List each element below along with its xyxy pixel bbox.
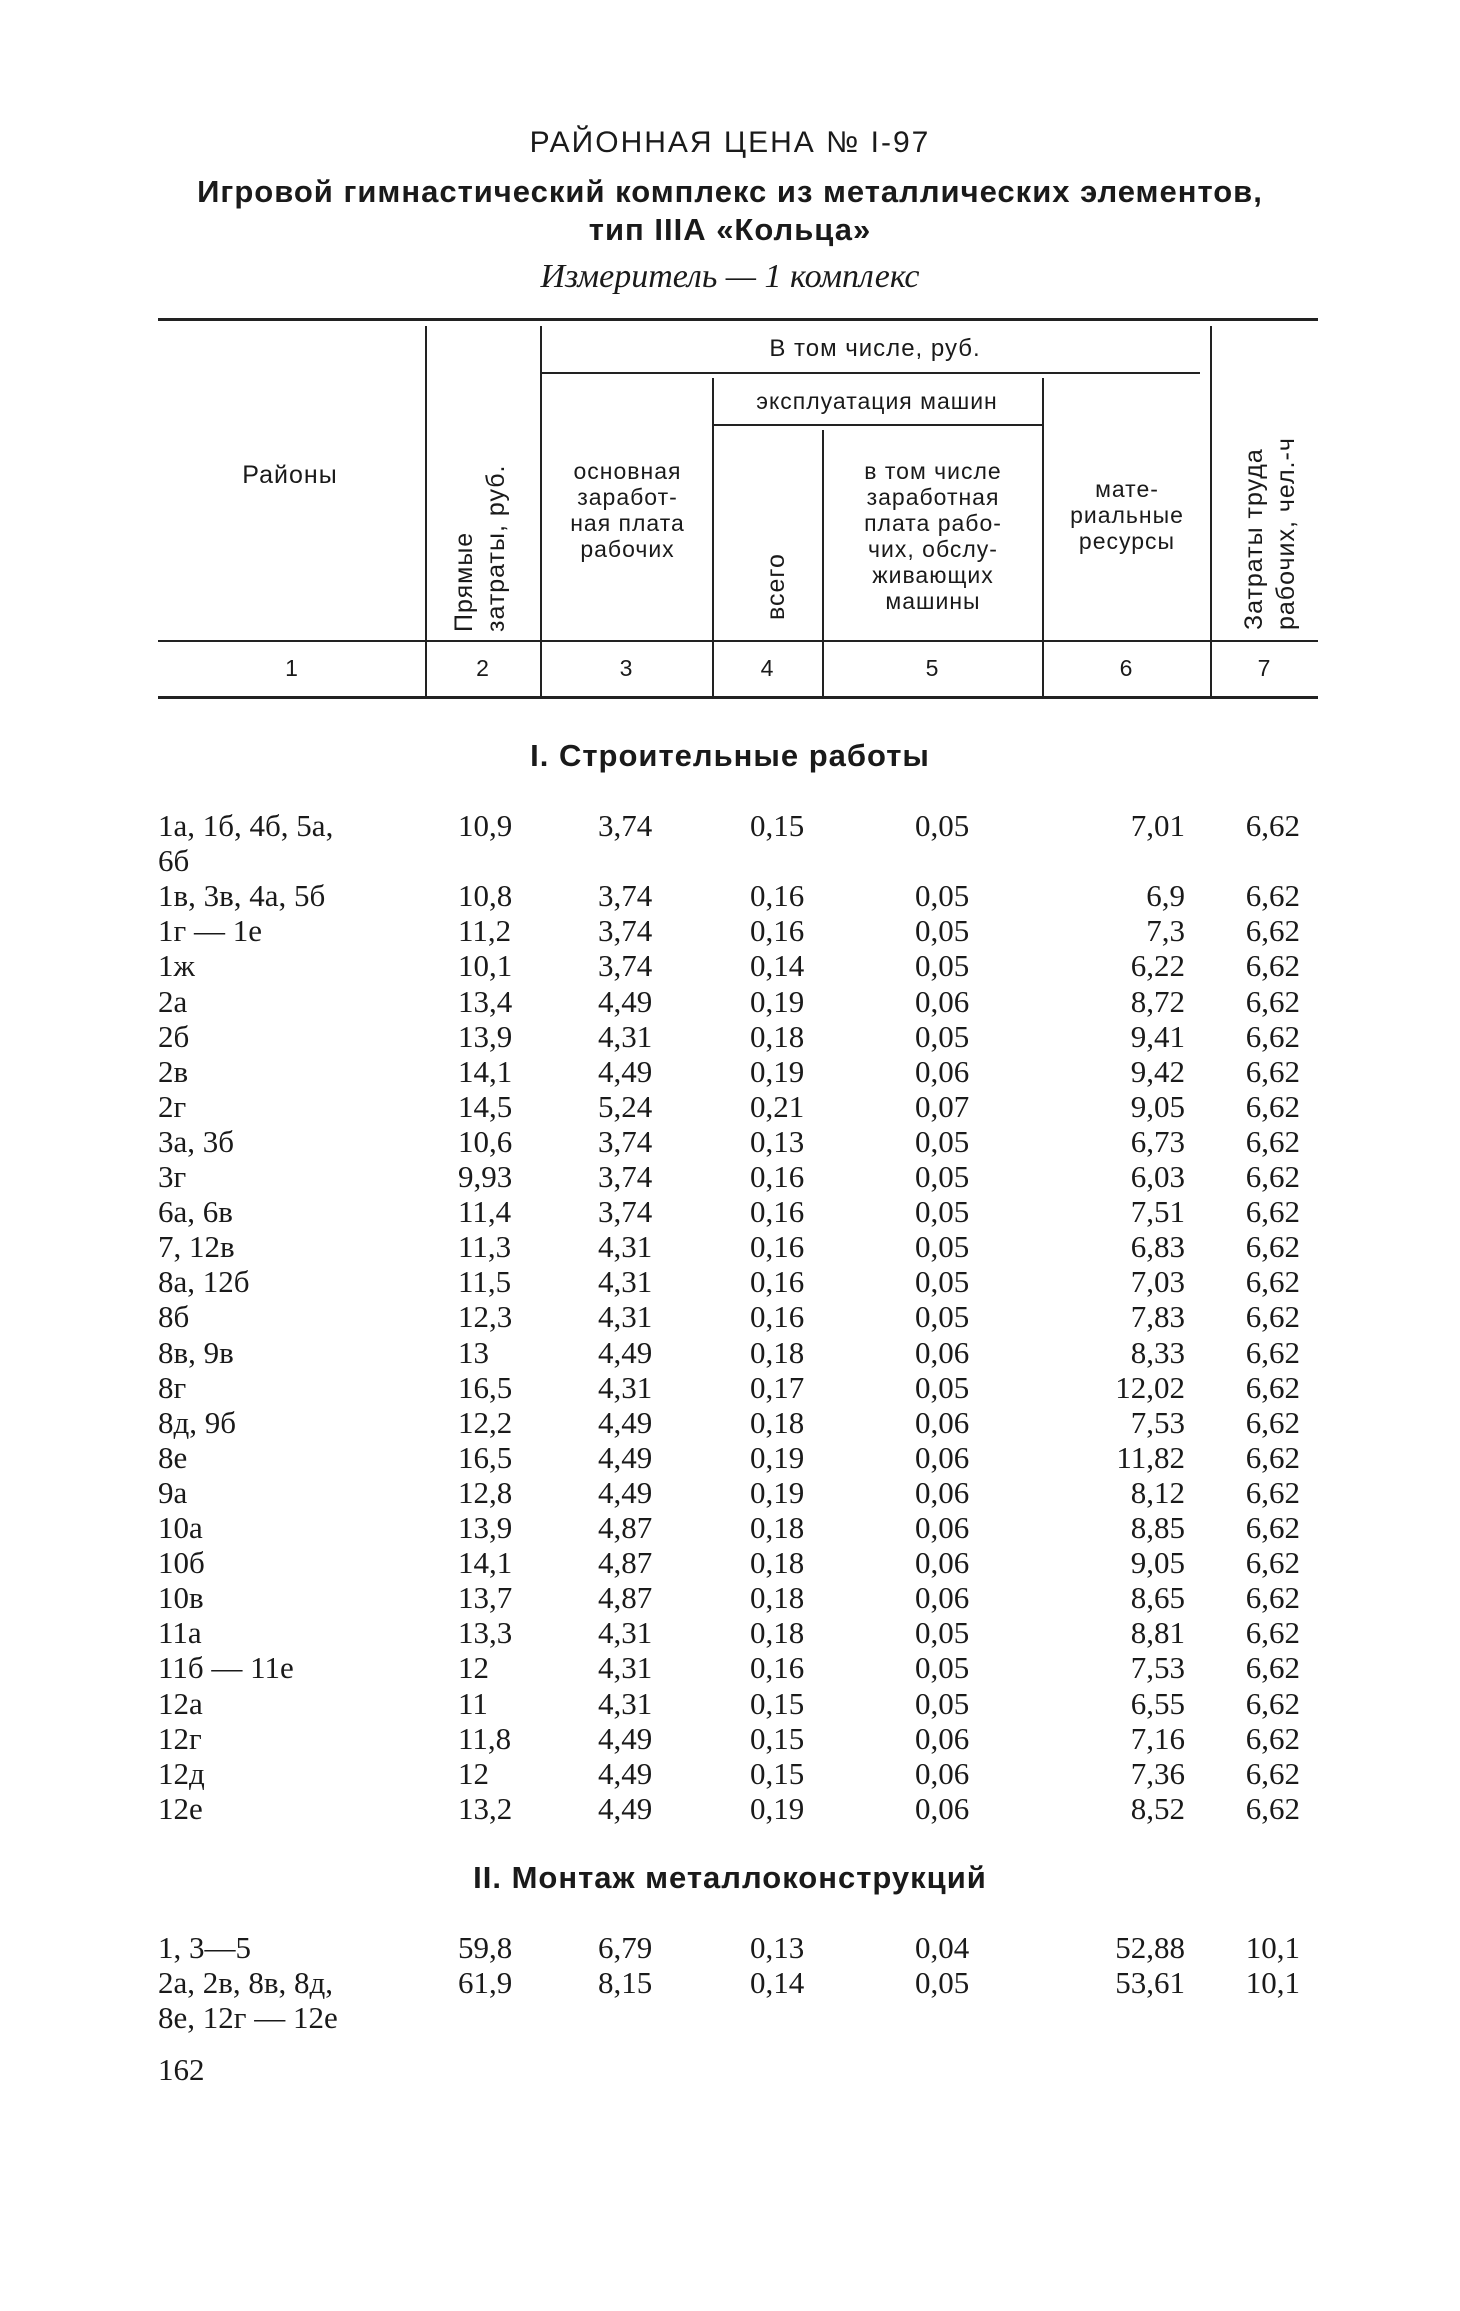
value-cell: 0,05	[915, 808, 970, 843]
value-cell: 0,05	[915, 1299, 970, 1335]
value-cell: 0,18	[750, 1018, 805, 1054]
column-number: 5	[925, 655, 939, 681]
value-cell: 0,19	[750, 1790, 805, 1826]
region-cell: 8г	[158, 1369, 187, 1405]
section-title: II. Монтаж металлоконструкций	[473, 1860, 987, 1895]
region-cell: 1, 3—5	[158, 1930, 251, 1965]
price-title: РАЙОННАЯ ЦЕНА № I-97	[529, 126, 931, 159]
table-row	[0, 1510, 1460, 1545]
group-machines-rule	[712, 424, 1042, 426]
header-mw-line6: машины	[885, 588, 981, 614]
value-cell: 7,01	[1130, 808, 1185, 843]
value-cell: 0,16	[750, 1299, 805, 1335]
value-cell: 0,05	[915, 878, 970, 914]
column-number: 6	[1119, 655, 1133, 681]
value-cell: 0,14	[750, 948, 805, 984]
value-cell: 6,62	[1245, 1755, 1300, 1791]
col-divider-1	[425, 326, 427, 696]
table-row	[0, 1229, 1460, 1264]
value-cell: 0,06	[915, 1334, 970, 1370]
region-cell: 8в, 9в	[158, 1334, 234, 1370]
value-cell: 3,74	[598, 878, 653, 914]
table-row	[0, 1615, 1460, 1650]
value-cell: 6,62	[1245, 878, 1300, 914]
value-cell: 8,12	[1130, 1474, 1185, 1510]
table-row	[0, 1335, 1460, 1370]
table-row	[0, 1756, 1460, 1791]
value-cell: 6,62	[1245, 1650, 1300, 1686]
table-row	[0, 1650, 1460, 1685]
value-cell: 0,05	[915, 1159, 970, 1194]
value-cell: 0,19	[750, 1053, 805, 1089]
value-cell: 12	[458, 1755, 489, 1791]
value-cell: 13,9	[458, 1510, 513, 1545]
value-cell: 0,06	[915, 1790, 970, 1826]
value-cell: 0,06	[915, 1474, 970, 1510]
value-cell: 7,83	[1130, 1299, 1185, 1335]
value-cell: 10,9	[458, 808, 513, 843]
value-cell: 4,31	[598, 1685, 653, 1721]
region-cell: 10а	[158, 1510, 203, 1545]
value-cell: 6,62	[1245, 913, 1300, 949]
table-row	[0, 1264, 1460, 1299]
value-cell: 0,05	[915, 913, 970, 949]
header-bottom-rule	[158, 640, 1318, 642]
table-row	[0, 1475, 1460, 1510]
value-cell: 12,02	[1115, 1369, 1185, 1405]
value-cell: 6,62	[1245, 1510, 1300, 1545]
region-cell: 6а, 6в	[158, 1194, 233, 1230]
value-cell: 12,3	[458, 1299, 513, 1335]
value-cell: 0,06	[915, 1404, 970, 1440]
value-cell: 8,85	[1130, 1510, 1185, 1545]
value-cell: 4,49	[598, 1053, 653, 1089]
value-cell: 4,31	[598, 1615, 653, 1651]
value-cell: 6,62	[1245, 1369, 1300, 1405]
value-cell: 0,16	[750, 1229, 805, 1265]
value-cell: 0,21	[750, 1088, 805, 1124]
value-cell: 6,62	[1245, 1545, 1300, 1581]
value-cell: 0,16	[750, 1194, 805, 1230]
region-cell: 10в	[158, 1580, 204, 1616]
value-cell: 8,72	[1130, 983, 1185, 1019]
table-row	[0, 913, 1460, 948]
header-materials-line2: риальные	[1070, 502, 1184, 528]
region-continuation: 8е, 12г — 12е	[158, 2000, 338, 2036]
header-regions: Районы	[242, 461, 338, 489]
value-cell: 4,49	[598, 1439, 653, 1475]
value-cell: 9,05	[1130, 1545, 1185, 1581]
value-cell: 0,05	[915, 1650, 970, 1686]
value-cell: 0,15	[750, 1755, 805, 1791]
value-cell: 4,87	[598, 1510, 653, 1545]
unit-of-measure: Измеритель — 1 комплекс	[540, 258, 920, 295]
value-cell: 6,55	[1130, 1685, 1185, 1721]
header-mw-line4: чих, обслу-	[868, 536, 998, 562]
value-cell: 6,62	[1245, 1720, 1300, 1756]
value-cell: 7,3	[1146, 913, 1185, 949]
value-cell: 6,62	[1245, 1088, 1300, 1124]
table-row	[0, 1019, 1460, 1054]
product-title-line1: Игровой гимнастический комплекс из металлических элементов,	[197, 174, 1263, 209]
region-cell: 11а	[158, 1615, 202, 1651]
value-cell: 0,18	[750, 1580, 805, 1616]
value-cell: 10,8	[458, 878, 513, 914]
value-cell: 0,14	[750, 1965, 805, 2001]
table-row	[0, 1545, 1460, 1580]
value-cell: 0,05	[915, 1369, 970, 1405]
region-cell: 2б	[158, 1018, 190, 1054]
header-numbers-rule	[158, 696, 1318, 699]
value-cell: 6,62	[1245, 1615, 1300, 1651]
col-divider-6	[1210, 326, 1212, 696]
table-header	[0, 0, 1460, 720]
value-cell: 6,62	[1245, 948, 1300, 984]
table-row	[0, 1965, 1460, 2000]
column-number: 7	[1257, 655, 1271, 681]
value-cell: 4,49	[598, 1474, 653, 1510]
value-cell: 0,18	[750, 1510, 805, 1545]
value-cell: 4,31	[598, 1264, 653, 1300]
value-cell: 4,31	[598, 1229, 653, 1265]
region-cell: 7, 12в	[158, 1229, 235, 1265]
table-row	[0, 1721, 1460, 1756]
value-cell: 13	[458, 1334, 489, 1370]
value-cell: 6,62	[1245, 1053, 1300, 1089]
value-cell: 7,53	[1130, 1650, 1185, 1686]
value-cell: 11	[458, 1685, 488, 1721]
value-cell: 6,03	[1130, 1159, 1185, 1194]
value-cell: 6,62	[1245, 1685, 1300, 1721]
column-number: 3	[619, 655, 633, 681]
region-cell: 12а	[158, 1685, 203, 1721]
value-cell: 6,62	[1245, 1439, 1300, 1475]
value-cell: 53,61	[1115, 1965, 1185, 2001]
header-labor-line1: Затраты труда	[1240, 448, 1268, 630]
value-cell: 0,13	[750, 1930, 805, 1965]
value-cell: 8,15	[598, 1965, 653, 2001]
value-cell: 11,4	[458, 1194, 512, 1230]
value-cell: 0,06	[915, 1510, 970, 1545]
value-cell: 16,5	[458, 1369, 513, 1405]
value-cell: 4,87	[598, 1545, 653, 1581]
value-cell: 0,15	[750, 1720, 805, 1756]
column-number: 1	[285, 655, 298, 681]
value-cell: 6,62	[1245, 1404, 1300, 1440]
value-cell: 6,9	[1146, 878, 1185, 914]
value-cell: 6,79	[598, 1930, 653, 1965]
value-cell: 7,51	[1130, 1194, 1185, 1230]
value-cell: 8,81	[1130, 1615, 1185, 1651]
value-cell: 4,49	[598, 1755, 653, 1791]
region-cell: 1а, 1б, 4б, 5а,	[158, 808, 334, 843]
value-cell: 0,06	[915, 1755, 970, 1791]
region-cell: 12г	[158, 1720, 202, 1756]
col-divider-5	[1042, 378, 1044, 696]
value-cell: 0,18	[750, 1404, 805, 1440]
header-materials-line3: ресурсы	[1078, 528, 1176, 554]
value-cell: 6,62	[1245, 1580, 1300, 1616]
value-cell: 0,15	[750, 1685, 805, 1721]
table-row	[0, 1686, 1460, 1721]
value-cell: 6,22	[1130, 948, 1185, 984]
value-cell: 7,53	[1130, 1404, 1185, 1440]
header-mw-line5: живающих	[872, 562, 994, 588]
value-cell: 4,49	[598, 983, 653, 1019]
table-row	[0, 1124, 1460, 1159]
header-wage-line1: основная	[573, 458, 682, 484]
value-cell: 6,62	[1245, 1159, 1300, 1194]
region-continuation: 6б	[158, 843, 190, 879]
region-cell: 1г — 1е	[158, 913, 262, 949]
value-cell: 0,05	[915, 1194, 970, 1230]
value-cell: 12,8	[458, 1474, 513, 1510]
value-cell: 4,31	[598, 1650, 653, 1686]
table-row	[0, 1930, 1460, 1965]
region-cell: 8д, 9б	[158, 1404, 237, 1440]
product-title-line2: тип IIIА «Кольца»	[588, 212, 872, 247]
value-cell: 10,1	[1245, 1965, 1300, 2001]
value-cell: 0,18	[750, 1545, 805, 1581]
value-cell: 0,16	[750, 878, 805, 914]
region-cell: 1ж	[158, 948, 195, 984]
value-cell: 0,05	[915, 1685, 970, 1721]
value-cell: 6,83	[1130, 1229, 1185, 1265]
value-cell: 16,5	[458, 1439, 513, 1475]
col-divider-2	[540, 326, 542, 696]
value-cell: 12	[458, 1650, 489, 1686]
value-cell: 3,74	[598, 913, 653, 949]
value-cell: 11,2	[458, 913, 512, 949]
table-row	[0, 808, 1460, 843]
value-cell: 0,05	[915, 1615, 970, 1651]
value-cell: 5,24	[598, 1088, 653, 1124]
header-materials-line1: мате-	[1095, 476, 1159, 502]
value-cell: 4,49	[598, 1404, 653, 1440]
header-total: всего	[762, 553, 790, 620]
value-cell: 7,03	[1130, 1264, 1185, 1300]
table-row	[0, 1405, 1460, 1440]
value-cell: 4,87	[598, 1580, 653, 1616]
value-cell: 0,17	[750, 1369, 805, 1405]
table-row	[0, 1370, 1460, 1405]
table-row	[0, 1089, 1460, 1124]
value-cell: 0,05	[915, 1264, 970, 1300]
value-cell: 13,7	[458, 1580, 513, 1616]
header-labor-line2: рабочих, чел.-ч	[1272, 437, 1300, 630]
region-cell: 8а, 12б	[158, 1264, 250, 1300]
region-cell: 3г	[158, 1159, 187, 1194]
value-cell: 4,49	[598, 1720, 653, 1756]
value-cell: 0,16	[750, 1650, 805, 1686]
value-cell: 14,1	[458, 1053, 513, 1089]
header-direct-line1: Прямые	[450, 531, 478, 632]
region-cell: 9а	[158, 1474, 188, 1510]
value-cell: 6,62	[1245, 1018, 1300, 1054]
header-top-rule	[158, 318, 1318, 321]
value-cell: 6,62	[1245, 1474, 1300, 1510]
value-cell: 0,19	[750, 1474, 805, 1510]
table-row	[0, 878, 1460, 913]
value-cell: 14,1	[458, 1545, 513, 1581]
header-group-machines: эксплуатация машин	[756, 388, 998, 414]
table-row	[0, 1054, 1460, 1089]
table-row	[0, 984, 1460, 1019]
section-title: I. Строительные работы	[530, 738, 930, 773]
value-cell: 7,36	[1130, 1755, 1185, 1791]
table-row	[0, 1791, 1460, 1826]
page-number: 162	[158, 2052, 205, 2087]
value-cell: 7,16	[1130, 1720, 1185, 1756]
value-cell: 6,62	[1245, 1229, 1300, 1265]
value-cell: 0,19	[750, 983, 805, 1019]
region-cell: 8б	[158, 1299, 190, 1335]
header-wage-line3: ная плата	[570, 510, 685, 536]
region-cell: 1в, 3в, 4а, 5б	[158, 878, 326, 914]
value-cell: 6,62	[1245, 1194, 1300, 1230]
value-cell: 0,06	[915, 1545, 970, 1581]
value-cell: 0,16	[750, 1159, 805, 1194]
value-cell: 0,19	[750, 1439, 805, 1475]
value-cell: 3,74	[598, 1159, 653, 1194]
col-divider-3	[712, 378, 714, 696]
value-cell: 0,06	[915, 1439, 970, 1475]
value-cell: 6,62	[1245, 1334, 1300, 1370]
value-cell: 6,62	[1245, 1790, 1300, 1826]
value-cell: 0,15	[750, 808, 805, 843]
value-cell: 8,65	[1130, 1580, 1185, 1616]
value-cell: 4,31	[598, 1369, 653, 1405]
value-cell: 10,1	[1245, 1930, 1300, 1965]
value-cell: 6,62	[1245, 1123, 1300, 1159]
value-cell: 0,05	[915, 1965, 970, 2001]
value-cell: 3,74	[598, 808, 653, 843]
value-cell: 6,62	[1245, 983, 1300, 1019]
value-cell: 0,07	[915, 1088, 970, 1124]
value-cell: 13,9	[458, 1018, 513, 1054]
value-cell: 8,33	[1130, 1334, 1185, 1370]
value-cell: 11,3	[458, 1229, 512, 1265]
table-row	[0, 1159, 1460, 1194]
value-cell: 13,4	[458, 983, 513, 1019]
value-cell: 4,49	[598, 1334, 653, 1370]
value-cell: 3,74	[598, 948, 653, 984]
value-cell: 0,05	[915, 1018, 970, 1054]
header-wage-line2: заработ-	[577, 484, 678, 510]
header-wage-line4: рабочих	[580, 536, 675, 562]
value-cell: 11,82	[1116, 1439, 1185, 1475]
region-cell: 2а, 2в, 8в, 8д,	[158, 1965, 334, 2001]
value-cell: 10,1	[458, 948, 513, 984]
value-cell: 4,31	[598, 1018, 653, 1054]
header-group-incl: В том числе, руб.	[769, 335, 981, 362]
region-cell: 11б — 11е	[158, 1650, 294, 1686]
column-number: 2	[476, 655, 489, 681]
value-cell: 6,62	[1245, 1264, 1300, 1300]
value-cell: 0,06	[915, 1720, 970, 1756]
value-cell: 0,05	[915, 1229, 970, 1265]
value-cell: 0,04	[915, 1930, 970, 1965]
value-cell: 0,05	[915, 948, 970, 984]
value-cell: 3,74	[598, 1194, 653, 1230]
header-direct-line2: затраты, руб.	[482, 464, 510, 632]
value-cell: 3,74	[598, 1123, 653, 1159]
value-cell: 0,05	[915, 1123, 970, 1159]
header-mw-line2: заработная	[866, 484, 1000, 510]
table-row	[0, 1194, 1460, 1229]
header-mw-line3: плата рабо-	[864, 510, 1002, 536]
value-cell: 12,2	[458, 1404, 513, 1440]
table-row	[0, 1440, 1460, 1475]
value-cell: 14,5	[458, 1088, 513, 1124]
value-cell: 0,06	[915, 1580, 970, 1616]
value-cell: 13,2	[458, 1790, 513, 1826]
value-cell: 8,52	[1130, 1790, 1185, 1826]
value-cell: 52,88	[1115, 1930, 1185, 1965]
value-cell: 9,05	[1130, 1088, 1185, 1124]
value-cell: 4,31	[598, 1299, 653, 1335]
value-cell: 59,8	[458, 1930, 513, 1965]
value-cell: 0,13	[750, 1123, 805, 1159]
region-cell: 12д	[158, 1755, 205, 1791]
value-cell: 61,9	[458, 1965, 513, 2001]
value-cell: 10,6	[458, 1123, 513, 1159]
value-cell: 0,18	[750, 1334, 805, 1370]
value-cell: 0,06	[915, 983, 970, 1019]
value-cell: 9,93	[458, 1159, 513, 1194]
value-cell: 0,16	[750, 1264, 805, 1300]
region-cell: 10б	[158, 1545, 205, 1581]
column-number: 4	[760, 655, 774, 681]
group-incl-rule	[540, 372, 1200, 374]
region-cell: 3а, 3б	[158, 1123, 235, 1159]
value-cell: 0,18	[750, 1615, 805, 1651]
region-cell: 2г	[158, 1088, 187, 1124]
value-cell: 6,62	[1245, 1299, 1300, 1335]
value-cell: 11,5	[458, 1264, 512, 1300]
region-cell: 8е	[158, 1439, 188, 1475]
value-cell: 6,73	[1130, 1123, 1185, 1159]
value-cell: 4,49	[598, 1790, 653, 1826]
header-mw-line1: в том числе	[864, 458, 1002, 484]
value-cell: 11,8	[458, 1720, 512, 1756]
region-cell: 12е	[158, 1790, 203, 1826]
value-cell: 9,41	[1130, 1018, 1185, 1054]
table-row	[0, 948, 1460, 983]
region-cell: 2а	[158, 983, 188, 1019]
table-row	[0, 1580, 1460, 1615]
value-cell: 0,06	[915, 1053, 970, 1089]
value-cell: 9,42	[1130, 1053, 1185, 1089]
table-row	[0, 1299, 1460, 1334]
value-cell: 6,62	[1245, 808, 1300, 843]
region-cell: 2в	[158, 1053, 189, 1089]
value-cell: 13,3	[458, 1615, 513, 1651]
value-cell: 0,16	[750, 913, 805, 949]
